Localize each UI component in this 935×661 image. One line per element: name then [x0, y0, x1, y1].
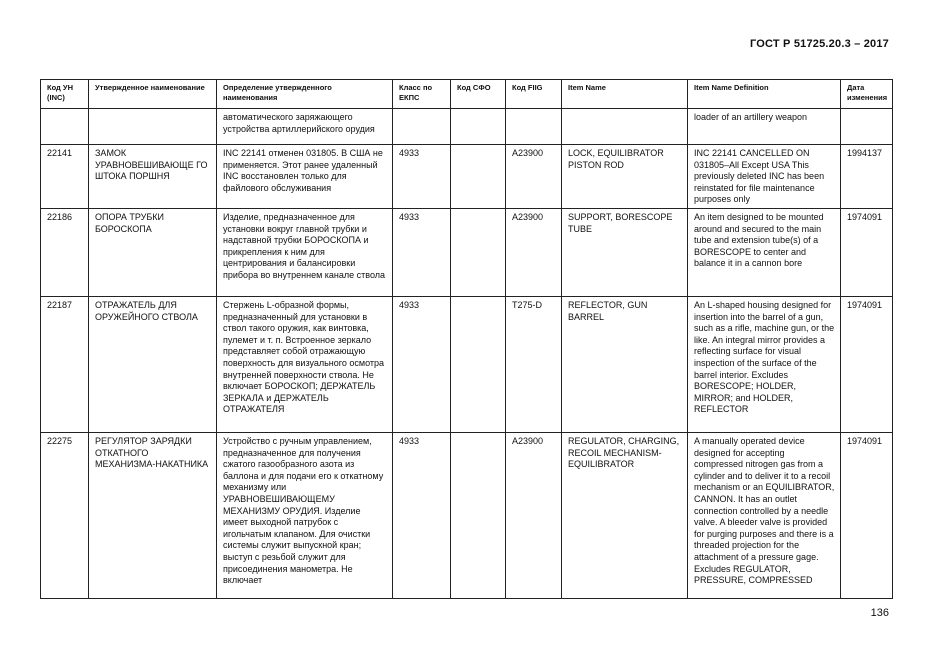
- column-header-change-date: Дата изменения: [841, 80, 893, 109]
- cell-item-name: LOCK, EQUILIBRATOR PISTON ROD: [562, 145, 688, 209]
- cell-inc: 22275: [41, 432, 89, 598]
- cell-sfo: [451, 296, 506, 432]
- cell-fiig: A23900: [506, 208, 562, 296]
- cell-fiig: A23900: [506, 145, 562, 209]
- cell-sfo: [451, 432, 506, 598]
- cell-approved-name: ОТРАЖАТЕЛЬ ДЛЯ ОРУЖЕЙНОГО СТВОЛА: [89, 296, 217, 432]
- column-header-approved-name: Утвержденное наименование: [89, 80, 217, 109]
- cell-class: 4933: [393, 432, 451, 598]
- cell-approved-name: [89, 109, 217, 145]
- document-header: ГОСТ Р 51725.20.3 – 2017: [749, 38, 889, 50]
- column-header-definition: Определение утвержденного наименования: [217, 80, 393, 109]
- column-header-sfo: Код СФО: [451, 80, 506, 109]
- cell-inc: 22141: [41, 145, 89, 209]
- cell-sfo: [451, 145, 506, 209]
- cell-item-definition: An L-shaped housing designed for insertion into the barrel of a gun, such as a rifle, machine gun, or the like. An integral mirror provides a reflecting surface for visual inspection of the surface of the barrel interior. Excludes BORESCOPE; HOLDER, MIRROR; and HOLDER, REFLECTOR: [688, 296, 841, 432]
- cell-item-name: REFLECTOR, GUN BARREL: [562, 296, 688, 432]
- cell-approved-name: ЗАМОК УРАВНОВЕШИВАЮЩЕ ГО ШТОКА ПОРШНЯ: [89, 145, 217, 209]
- table-row: [41, 432, 893, 598]
- column-header-class: Класс по ЕКПС: [393, 80, 451, 109]
- cell-change-date: 1994137: [841, 145, 893, 209]
- column-header-inc: Код УН (INC): [41, 80, 89, 109]
- cell-item-definition: A manually operated device designed for accepting compressed nitrogen gas from a cylinder and to deliver it to a recoil mechanism or an EQUILIBRATOR, CANNON. It has an outlet connection controlled by a needle valve. A bleeder valve is provided for purging purposes and there is a threaded projection for the attachment of a pressure gage. Excludes REGULATOR, PRESSURE, COMPRESSED: [688, 432, 841, 598]
- nomenclature-table: [40, 79, 893, 599]
- cell-sfo: [451, 208, 506, 296]
- table-row: [41, 208, 893, 296]
- column-header-fiig: Код FIIG: [506, 80, 562, 109]
- cell-inc: 22187: [41, 296, 89, 432]
- cell-item-definition: An item designed to be mounted around and secured to the main tube and extension tube(s) of a BORESCOPE to center and balance it in a cannon bore: [688, 208, 841, 296]
- column-header-item-name: Item Name: [562, 80, 688, 109]
- cell-change-date: 1974091: [841, 208, 893, 296]
- cell-definition: Стержень L-образной формы, предназначенный для установки в ствол такого оружия, как винтовка, пулемет и т. п. Встроенное зеркало представляет собой отражающую поверхность для визуального осмотра внутренней поверхности ствола. Не включает БОРОСКОП; ДЕРЖАТЕЛЬ ЗЕРКАЛА и ДЕРЖАТЕЛЬ ОТРАЖАТЕЛЯ: [217, 296, 393, 432]
- cell-item-name: [562, 109, 688, 145]
- cell-item-definition: INC 22141 CANCELLED ON 031805–All Except USA This previously deleted INC has been reinstated for file maintenance purposes only: [688, 145, 841, 209]
- cell-class: [393, 109, 451, 145]
- column-header-item-definition: Item Name Definition: [688, 80, 841, 109]
- cell-change-date: 1974091: [841, 296, 893, 432]
- table-row: [41, 109, 893, 145]
- cell-approved-name: ОПОРА ТРУБКИ БОРОСКОПА: [89, 208, 217, 296]
- cell-definition: автоматического заряжающего устройства артиллерийского орудия: [217, 109, 393, 145]
- table-row: [41, 145, 893, 209]
- cell-definition: Изделие, предназначенное для установки вокруг главной трубки и надставной трубки БОРОСКОПА и прикрепления к ним для центрирования и балансировки прибора во внутреннем канале ствола: [217, 208, 393, 296]
- table-row: [41, 296, 893, 432]
- cell-item-name: REGULATOR, CHARGING, RECOIL MECHANISM-EQUILIBRATOR: [562, 432, 688, 598]
- cell-definition: Устройство с ручным управлением, предназначенное для получения сжатого газообразного азота из баллона и для подачи его к откатному механизму или УРАВНОВЕШИВАЮЩЕМУ МЕХАНИЗМУ ОРУДИЯ. Изделие имеет выходной патрубок с игольчатым клапаном. Для очистки системы служит выпускной кран; выступ с резьбой служит для присоединения манометра. Не включает: [217, 432, 393, 598]
- cell-change-date: [841, 109, 893, 145]
- cell-approved-name: РЕГУЛЯТОР ЗАРЯДКИ ОТКАТНОГО МЕХАНИЗМА-НАКАТНИКА: [89, 432, 217, 598]
- cell-change-date: 1974091: [841, 432, 893, 598]
- table-header-row: [41, 80, 893, 109]
- cell-fiig: T275-D: [506, 296, 562, 432]
- cell-class: 4933: [393, 208, 451, 296]
- cell-item-name: SUPPORT, BORESCOPE TUBE: [562, 208, 688, 296]
- cell-definition: INC 22141 отменен 031805. В США не применяется. Этот ранее удаленный INC восстановлен только для файлового обслуживания: [217, 145, 393, 209]
- cell-inc: 22186: [41, 208, 89, 296]
- cell-sfo: [451, 109, 506, 145]
- cell-fiig: [506, 109, 562, 145]
- cell-item-definition: loader of an artillery weapon: [688, 109, 841, 145]
- cell-inc: [41, 109, 89, 145]
- page-number: 136: [870, 607, 889, 619]
- cell-class: 4933: [393, 145, 451, 209]
- cell-fiig: A23900: [506, 432, 562, 598]
- cell-class: 4933: [393, 296, 451, 432]
